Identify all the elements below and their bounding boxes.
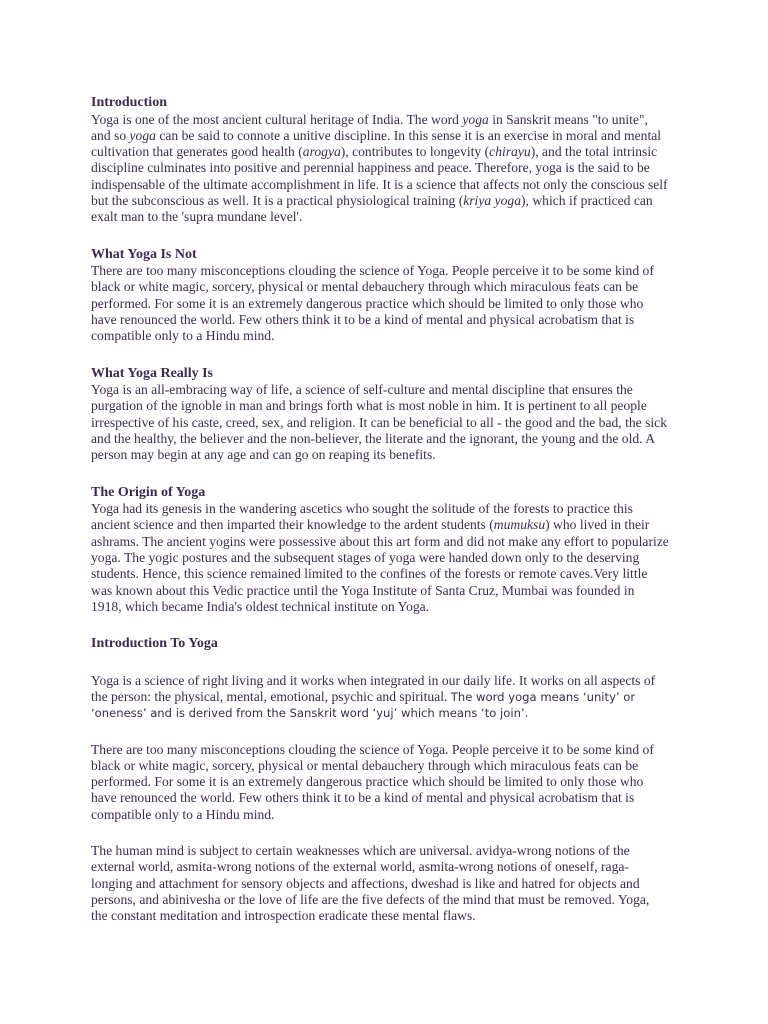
section-heading: Introduction To Yoga (91, 636, 218, 652)
paragraph-gap (91, 653, 691, 673)
text-line: performed. For some it is an extremely dangerous practice which should be limited to only those who (91, 774, 644, 790)
introduction-to-yoga-section (91, 636, 691, 924)
text-line: and the healthy, the believer and the non-believer, the literate and the ignorant, the young and the old. A (91, 430, 656, 446)
paragraph (91, 843, 691, 924)
text-line: black or white magic, sorcery, physical or mental debauchery through which miraculous feats can be (91, 757, 639, 773)
italic-term: yoga (129, 127, 156, 143)
text-line: Yoga had its genesis in the wandering ascetics who sought the solitude of the forests to practice this (91, 501, 633, 517)
alt-font-text: The word yoga means ‘unity’ or (450, 689, 636, 704)
text-line: discipline culminates into positive and perennial happiness and peace. Therefore, yoga is the said to be (91, 160, 650, 176)
text-line: have renounced the world. Few others think it to be a kind of mental and physical acrobatism that is (91, 311, 635, 327)
text-line: external world, asmita-wrong notions of the external world, asmita-wrong notions of oneself, raga- (91, 859, 629, 875)
section (91, 485, 691, 616)
section (91, 247, 691, 345)
paragraph (91, 742, 691, 823)
text-line: person may begin at any age and can go on reaping its benefits. (91, 447, 436, 463)
text-line: black or white magic, sorcery, physical or mental debauchery through which miraculous feats can be (91, 279, 639, 295)
text-line: the constant meditation and introspection eradicate these mental flaws. (91, 908, 476, 924)
section-gap (91, 226, 691, 247)
section-gap (91, 615, 691, 636)
paragraph (91, 501, 691, 615)
paragraph (91, 112, 691, 226)
sections-container (91, 95, 691, 636)
text-line: Yoga is a science of right living and it works when integrated in our daily life. It works on all aspects of (91, 672, 656, 688)
italic-term: mumuksu (493, 517, 546, 533)
text-line: compatible only to a Hindu mind. (91, 328, 275, 344)
text-line: compatible only to a Hindu mind. (91, 806, 275, 822)
italic-term: yoga (462, 111, 489, 127)
text-line: ancient science and then imparted their knowledge to the ardent students (mumuksu) who lived in their (91, 517, 650, 533)
paragraph-gap (91, 823, 691, 843)
text-line: performed. For some it is an extremely dangerous practice which should be limited to only those who (91, 295, 644, 311)
text-line: longing and attachment for sensory objects and affections, dweshad is like and hatred for objects and (91, 875, 640, 891)
text-line: the person: the physical, mental, emotional, psychic and spiritual. The word yoga means ‘unity’ or (91, 688, 636, 704)
text-line: purgation of the ignoble in man and brings forth what is most noble in him. It is pertinent to all people (91, 398, 647, 414)
paragraph (91, 382, 691, 463)
paragraph-gap (91, 722, 691, 742)
section-heading: The Origin of Yoga (91, 484, 206, 500)
text-line: There are too many misconceptions clouding the science of Yoga. People perceive it to be some kind of (91, 741, 654, 757)
text-line: Yoga is an all-embracing way of life, a science of self-culture and mental discipline that ensures the (91, 382, 633, 398)
italic-term: arogya (302, 144, 341, 160)
text-line: yoga. The yogic postures and the subsequent stages of yoga were handed down only to the deserving (91, 549, 640, 565)
text-line: There are too many misconceptions clouding the science of Yoga. People perceive it to be some kind of (91, 263, 654, 279)
text-line: cultivation that generates good health (arogya), contributes to longevity (chirayu), and the total intrinsic (91, 144, 658, 160)
italic-term: chirayu (489, 144, 531, 160)
text-line: ashrams. The ancient yogins were possessive about this art form and did not make any effort to popularize (91, 533, 669, 549)
section-heading: What Yoga Really Is (91, 365, 213, 381)
paragraph (91, 263, 691, 344)
text-line (91, 705, 691, 721)
section (91, 95, 691, 226)
text-line: have renounced the world. Few others think it to be a kind of mental and physical acrobatism that is (91, 790, 635, 806)
section (91, 366, 691, 464)
text-line: but the subconscious as well. It is a practical physiological training (kriya yoga), which if practiced can (91, 192, 653, 208)
section-heading: Introduction (91, 95, 167, 110)
text-line: Yoga is one of the most ancient cultural heritage of India. The word yoga in Sanskrit means "to unite", (91, 111, 648, 127)
italic-term: kriya yoga (463, 192, 521, 208)
text-line: exalt man to the 'supra mundane level'. (91, 209, 303, 225)
text-line: 1918, which became India's oldest technical institute on Yoga. (91, 598, 430, 614)
alt-font-text: ‘oneness’ and is derived from the Sanskrit word ‘yuj’ which means ‘to join’. (91, 706, 529, 721)
text-line: The human mind is subject to certain weaknesses which are universal. avidya-wrong notions of the (91, 843, 630, 858)
text-line: persons, and abinivesha or the love of life are the five defects of the mind that must be removed. Yoga, (91, 891, 650, 907)
text-line: indispensable of the ultimate accomplishment in life. It is a science that affects not only the conscious self (91, 176, 668, 192)
section-heading: What Yoga Is Not (91, 246, 197, 262)
section-gap (91, 464, 691, 485)
text-line: irrespective of his caste, creed, sex, and religion. It can be beneficial to all - the good and the bad, the sick (91, 414, 668, 430)
section-gap (91, 345, 691, 366)
paragraph (91, 673, 691, 722)
text-line: and so yoga can be said to connote a unitive discipline. In this sense it is an exercise in moral and mental (91, 127, 662, 143)
text-line: was known about this Vedic practice until the Yoga Institute of Santa Cruz, Mumbai was founded in (91, 582, 635, 598)
text-line: students. Hence, this science remained limited to the confines of the forests or remote caves.Very little (91, 566, 648, 582)
document-page (91, 95, 691, 924)
